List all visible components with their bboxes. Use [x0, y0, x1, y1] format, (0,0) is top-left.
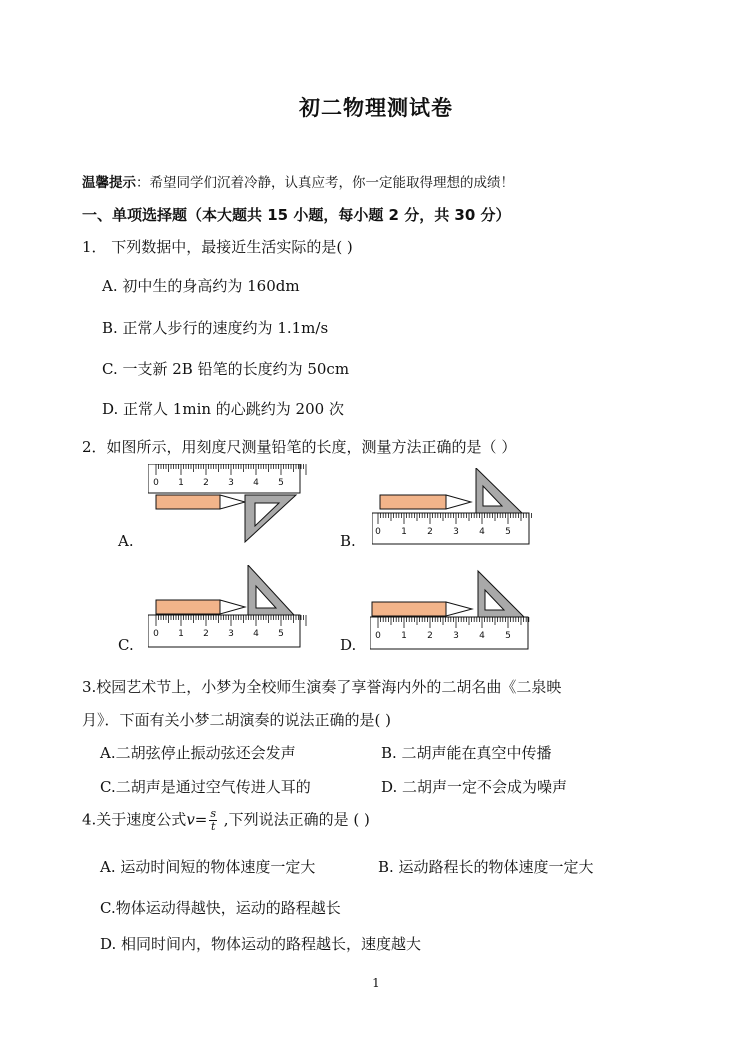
ruler-tick-label: 3: [453, 527, 459, 537]
ruler-tick-label: 4: [479, 527, 485, 537]
question-1-option-a: A. 初中生的身高约为 160dm: [102, 277, 300, 295]
ruler-tick-label: 5: [505, 527, 511, 537]
question-2-option-c: C.: [118, 636, 134, 654]
ruler-tick-label: 3: [228, 478, 234, 488]
figure-a: [148, 464, 308, 544]
pencil-tip-c: [220, 600, 245, 614]
tip-text: ：希望同学们沉着冷静，认真应考，你一定能取得理想的成绩！: [136, 175, 514, 191]
pencil-tip-b: [446, 495, 471, 509]
ruler-tick-label: 1: [401, 631, 407, 641]
ruler-tick-label: 1: [178, 478, 184, 488]
pencil-d: [372, 602, 446, 616]
question-4-option-c: C.物体运动得越快，运动的路程越长: [100, 899, 341, 917]
formula-equals: =: [194, 810, 208, 829]
figure-b: [372, 468, 532, 548]
formula-denominator: t: [210, 820, 216, 833]
formula-numerator: s: [210, 807, 217, 820]
question-3-option-c: C.二胡声是通过空气传进人耳的: [100, 778, 311, 796]
question-3-option-d: D. 二胡声一定不会成为噪声: [381, 778, 568, 796]
ruler-tick-label: 1: [401, 527, 407, 537]
ruler-tick-label: 5: [278, 478, 284, 488]
question-2-stem: 2．如图所示，用刻度尺测量铅笔的长度，测量方法正确的是（ ）: [82, 438, 517, 456]
question-1-stem: 1． 下列数据中，最接近生活实际的是( ): [82, 238, 353, 256]
pencil-tip-a: [220, 495, 245, 509]
question-1-option-d: D. 正常人 1min 的心跳约为 200 次: [102, 400, 344, 418]
formula-v: v: [186, 810, 195, 829]
triangle-a: [245, 495, 296, 542]
ruler-tick-label: 3: [453, 631, 459, 641]
ruler-tick-label: 1: [178, 629, 184, 639]
pencil-a: [156, 495, 220, 509]
ruler-tick-label: 2: [203, 629, 209, 639]
figure-d: [370, 568, 530, 653]
question-4-stem-prefix: 4.关于速度公式: [82, 810, 187, 829]
pencil-tip-d: [446, 602, 472, 616]
ruler-tick-label: 0: [153, 629, 159, 639]
question-4-option-d: D. 相同时间内，物体运动的路程越长，速度越大: [100, 935, 422, 953]
ruler-tick-label: 5: [505, 631, 511, 641]
ruler-tick-label: 3: [228, 629, 234, 639]
question-2-option-a: A.: [118, 532, 134, 550]
question-1-option-c: C. 一支新 2B 铅笔的长度约为 50cm: [102, 360, 350, 378]
question-1-option-b: B. 正常人步行的速度约为 1.1m/s: [102, 319, 329, 337]
question-3-stem-line2: 月》．下面有关小梦二胡演奏的说法正确的是( ): [82, 711, 391, 729]
question-3-stem-line1: 3.校园艺术节上，小梦为全校师生演奏了享誉海内外的二胡名曲《二泉映: [82, 678, 562, 696]
ruler-c: [148, 615, 306, 647]
question-4-option-b: B. 运动路程长的物体速度一定大: [378, 858, 594, 876]
section-heading: 一、单项选择题（本大题共 15 小题，每小题 2 分，共 30 分）: [82, 206, 511, 224]
ruler-tick-label: 2: [427, 631, 433, 641]
ruler-tick-label: 5: [278, 629, 284, 639]
ruler-tick-label: 4: [479, 631, 485, 641]
ruler-tick-label: 0: [375, 631, 381, 641]
question-2-option-d: D.: [340, 636, 357, 654]
pencil-b: [380, 495, 446, 509]
ruler-tick-label: 2: [203, 478, 209, 488]
ruler-a: [148, 464, 306, 493]
tip-line: [82, 171, 514, 191]
question-2-option-b: B.: [340, 532, 356, 550]
question-4-stem-suffix: ,下列说法正确的是 ( ): [219, 810, 370, 829]
ruler-tick-label: 4: [253, 478, 259, 488]
figure-c: [148, 565, 308, 650]
ruler-d: [370, 617, 530, 649]
pencil-c: [156, 600, 220, 614]
ruler-tick-label: 0: [153, 478, 159, 488]
speed-formula-fraction: [209, 808, 217, 833]
ruler-tick-label: 0: [375, 527, 381, 537]
ruler-tick-label: 2: [427, 527, 433, 537]
question-3-option-a: A.二胡弦停止振动弦还会发声: [100, 744, 296, 762]
question-3-option-b: B. 二胡声能在真空中传播: [381, 744, 552, 762]
page-title: 初二物理测试卷: [299, 96, 453, 120]
page-number: 1: [372, 976, 380, 990]
question-4-option-a: A. 运动时间短的物体速度一定大: [100, 858, 316, 876]
ruler-b: [372, 513, 532, 544]
tip-label: 温馨提示: [82, 175, 136, 191]
question-4-stem: [82, 808, 370, 833]
ruler-tick-label: 4: [253, 629, 259, 639]
